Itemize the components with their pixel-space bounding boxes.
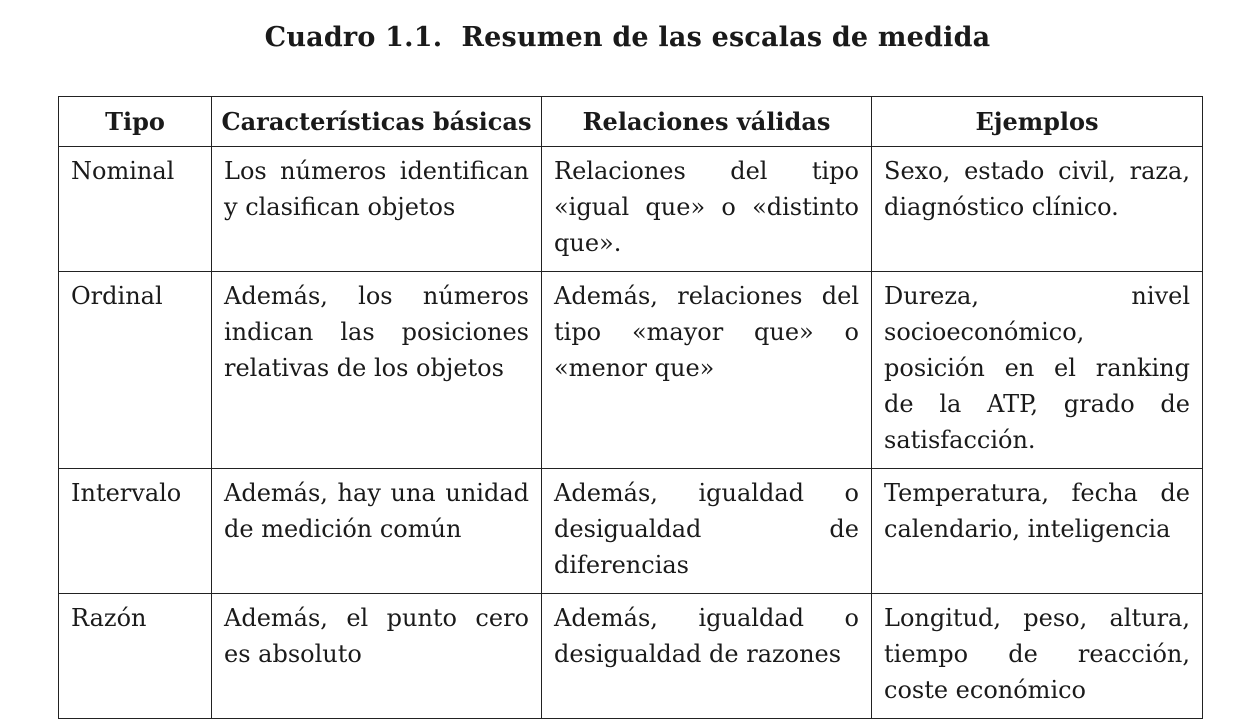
cell-relaciones: Además, relaciones del tipo «mayor que» o «menor que» [542,272,872,469]
cell-caracteristicas: Además, hay una unidad de medición común [212,469,542,594]
cell-ejemplos: Temperatura, fecha de calendario, inteligencia [872,469,1203,594]
table-row [59,272,1203,469]
table-row [59,147,1203,272]
cell-tipo: Ordinal [59,272,212,469]
header-caracteristicas: Características básicas [212,97,542,147]
header-tipo: Tipo [59,97,212,147]
cell-relaciones: Relaciones del tipo «igual que» o «distinto que». [542,147,872,272]
header-relaciones: Relaciones válidas [542,97,872,147]
caption-title: Resumen de las escalas de medida [461,22,991,53]
cell-tipo: Nominal [59,147,212,272]
caption-number: Cuadro 1.1. [264,22,443,53]
cell-relaciones: Además, igualdad o desigualdad de razones [542,594,872,719]
cell-caracteristicas: Además, el punto cero es absoluto [212,594,542,719]
cell-tipo: Razón [59,594,212,719]
cell-ejemplos: Longitud, peso, altura, tiempo de reacción, coste económico [872,594,1203,719]
header-ejemplos: Ejemplos [872,97,1203,147]
cell-caracteristicas: Los números identifican y clasifican objetos [212,147,542,272]
table-row [59,594,1203,719]
header-row [59,97,1203,147]
table-caption [0,22,1255,53]
cell-ejemplos: Sexo, estado civil, raza, diagnóstico clínico. [872,147,1203,272]
measurement-scales-table [58,96,1203,719]
table-row [59,469,1203,594]
cell-caracteristicas: Además, los números indican las posiciones relativas de los objetos [212,272,542,469]
cell-ejemplos: Dureza, nivel socioeconómico, posición en el ranking de la ATP, grado de satisfacción. [872,272,1203,469]
cell-tipo: Intervalo [59,469,212,594]
cell-relaciones: Además, igualdad o desigualdad de diferencias [542,469,872,594]
